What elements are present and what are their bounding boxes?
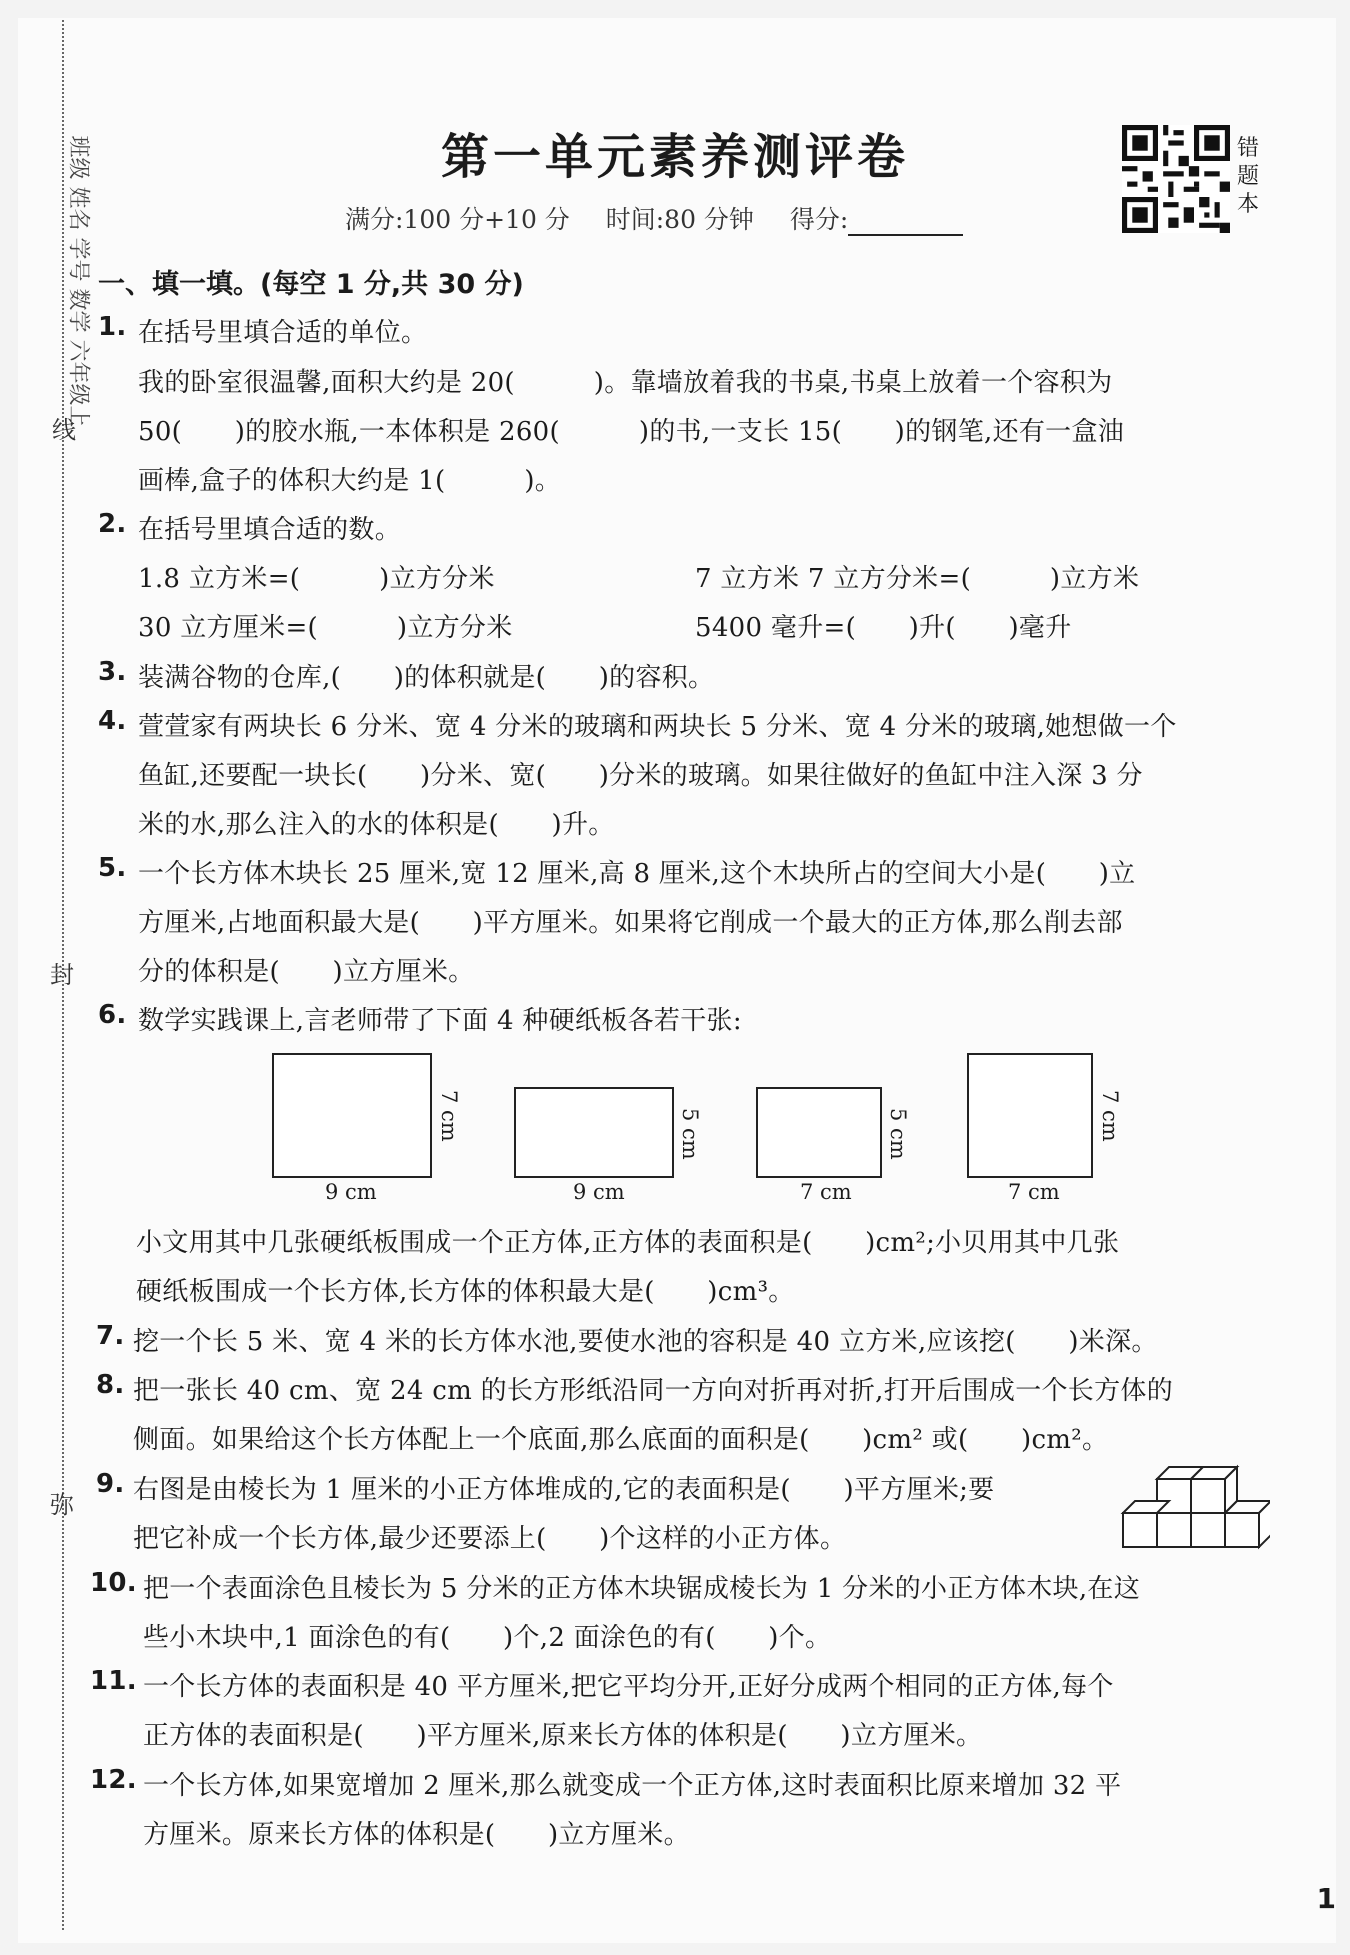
question-text: 米的水,那么注入的水的体积是( )升。: [138, 810, 615, 840]
section-heading: 一、填一填。(每空 1 分,共 30 分): [98, 269, 524, 300]
full-score: 满分:100 分+10 分: [345, 205, 570, 234]
score-label: 得分:: [789, 205, 849, 234]
width-label: 7 cm: [800, 1180, 852, 1204]
question-text: 7 立方米 7 立方分米=( )立方米: [695, 564, 1140, 594]
question-text: 1.8 立方米=( )立方分米: [138, 564, 495, 594]
question-text: 画棒,盒子的体积大约是 1( )。: [138, 466, 562, 496]
question-text: 硬纸板围成一个长方体,长方体的体积最大是( )cm³。: [136, 1277, 795, 1307]
question-text: 一个长方体的表面积是 40 平方厘米,把它平均分开,正好分成两个相同的正方体,每个: [143, 1672, 1114, 1702]
height-label: 5 cm: [886, 1108, 910, 1160]
question-number: 9.: [96, 1469, 125, 1499]
score-info: [345, 200, 991, 236]
page-title: 第一单元素养测评卷: [440, 129, 909, 185]
cardboard-7x7: [967, 1053, 1093, 1178]
question-text: 在括号里填合适的单位。: [138, 318, 428, 348]
question-text: 在括号里填合适的数。: [138, 515, 402, 545]
question-number: 10.: [90, 1568, 137, 1598]
time-limit: 时间:80 分钟: [605, 205, 754, 234]
margin-line-char: 线: [52, 416, 76, 444]
question-text: 小文用其中几张硬纸板围成一个正方体,正方体的表面积是( )cm²;小贝用其中几张: [136, 1228, 1120, 1258]
height-label: 7 cm: [1098, 1090, 1122, 1142]
question-number: 6.: [98, 1000, 127, 1030]
question-text: 一个长方体木块长 25 厘米,宽 12 厘米,高 8 厘米,这个木块所占的空间大小是( )立: [138, 859, 1136, 889]
question-text: 我的卧室很温馨,面积大约是 20( )。靠墙放着我的书桌,书桌上放着一个容积为: [138, 368, 1113, 398]
margin-seal-char: 封: [50, 961, 74, 989]
qr-label: 错 题 本: [1237, 136, 1260, 217]
question-text: 侧面。如果给这个长方体配上一个底面,那么底面的面积是( )cm² 或( )cm²。: [133, 1425, 1109, 1455]
question-number: 3.: [98, 657, 127, 687]
question-number: 7.: [96, 1321, 125, 1351]
qr-code-icon[interactable]: [1122, 125, 1230, 233]
question-text: 装满谷物的仓库,( )的体积就是( )的容积。: [138, 663, 715, 693]
margin-mi-char: 弥: [50, 1491, 74, 1519]
question-text: 方厘米。原来长方体的体积是( )立方厘米。: [143, 1820, 690, 1850]
question-text: 把它补成一个长方体,最少还要添上( )个这样的小正方体。: [133, 1524, 847, 1554]
question-number: 8.: [96, 1370, 125, 1400]
question-text: 5400 毫升=( )升( )毫升: [695, 613, 1072, 643]
question-text: 把一张长 40 cm、宽 24 cm 的长方形纸沿同一方向对折再对折,打开后围成一个长方体的: [133, 1376, 1173, 1406]
cardboard-9x7: [272, 1053, 432, 1178]
width-label: 9 cm: [573, 1180, 625, 1204]
question-number: 1.: [98, 312, 127, 342]
score-blank[interactable]: [848, 212, 963, 236]
height-label: 5 cm: [678, 1108, 702, 1160]
width-label: 7 cm: [1008, 1180, 1060, 1204]
question-text: 正方体的表面积是( )平方厘米,原来长方体的体积是( )立方厘米。: [143, 1721, 983, 1751]
question-number: 5.: [98, 853, 127, 883]
question-number: 12.: [90, 1765, 137, 1795]
question-text: 些小木块中,1 面涂色的有( )个,2 面涂色的有( )个。: [143, 1623, 832, 1653]
cardboard-7x5: [756, 1087, 882, 1178]
binding-info-text: 班级 姓名 学号 数学 六年级上: [65, 135, 91, 428]
cardboard-9x5: [514, 1087, 674, 1178]
question-text: 萱萱家有两块长 6 分米、宽 4 分米的玻璃和两块长 5 分米、宽 4 分米的玻璃,她想做一个: [138, 712, 1177, 742]
question-text: 鱼缸,还要配一块长( )分米、宽( )分米的玻璃。如果往做好的鱼缸中注入深 3 分: [138, 761, 1143, 791]
question-number: 2.: [98, 509, 127, 539]
question-number: 11.: [90, 1666, 137, 1696]
question-text: 分的体积是( )立方厘米。: [138, 957, 475, 987]
question-text: 30 立方厘米=( )立方分米: [138, 613, 513, 643]
question-text: 挖一个长 5 米、宽 4 米的长方体水池,要使水池的容积是 40 立方米,应该挖( )米深。: [133, 1327, 1158, 1357]
question-text: 方厘米,占地面积最大是( )平方厘米。如果将它削成一个最大的正方体,那么削去部: [138, 908, 1123, 938]
width-label: 9 cm: [325, 1180, 377, 1204]
page-number: 1: [1316, 1882, 1336, 1915]
question-text: 50( )的胶水瓶,一本体积是 260( )的书,一支长 15( )的钢笔,还有一盒油: [138, 417, 1125, 447]
question-text: 右图是由棱长为 1 厘米的小正方体堆成的,它的表面积是( )平方厘米;要: [133, 1475, 995, 1505]
question-text: 数学实践课上,言老师带了下面 4 种硬纸板各若干张:: [138, 1006, 742, 1036]
question-text: 一个长方体,如果宽增加 2 厘米,那么就变成一个正方体,这时表面积比原来增加 32 平: [143, 1771, 1122, 1801]
question-text: 把一个表面涂色且棱长为 5 分米的正方体木块锯成棱长为 1 分米的小正方体木块,在这: [143, 1574, 1141, 1604]
height-label: 7 cm: [437, 1090, 461, 1142]
cube-stack-figure: [1120, 1458, 1270, 1553]
question-number: 4.: [98, 706, 127, 736]
